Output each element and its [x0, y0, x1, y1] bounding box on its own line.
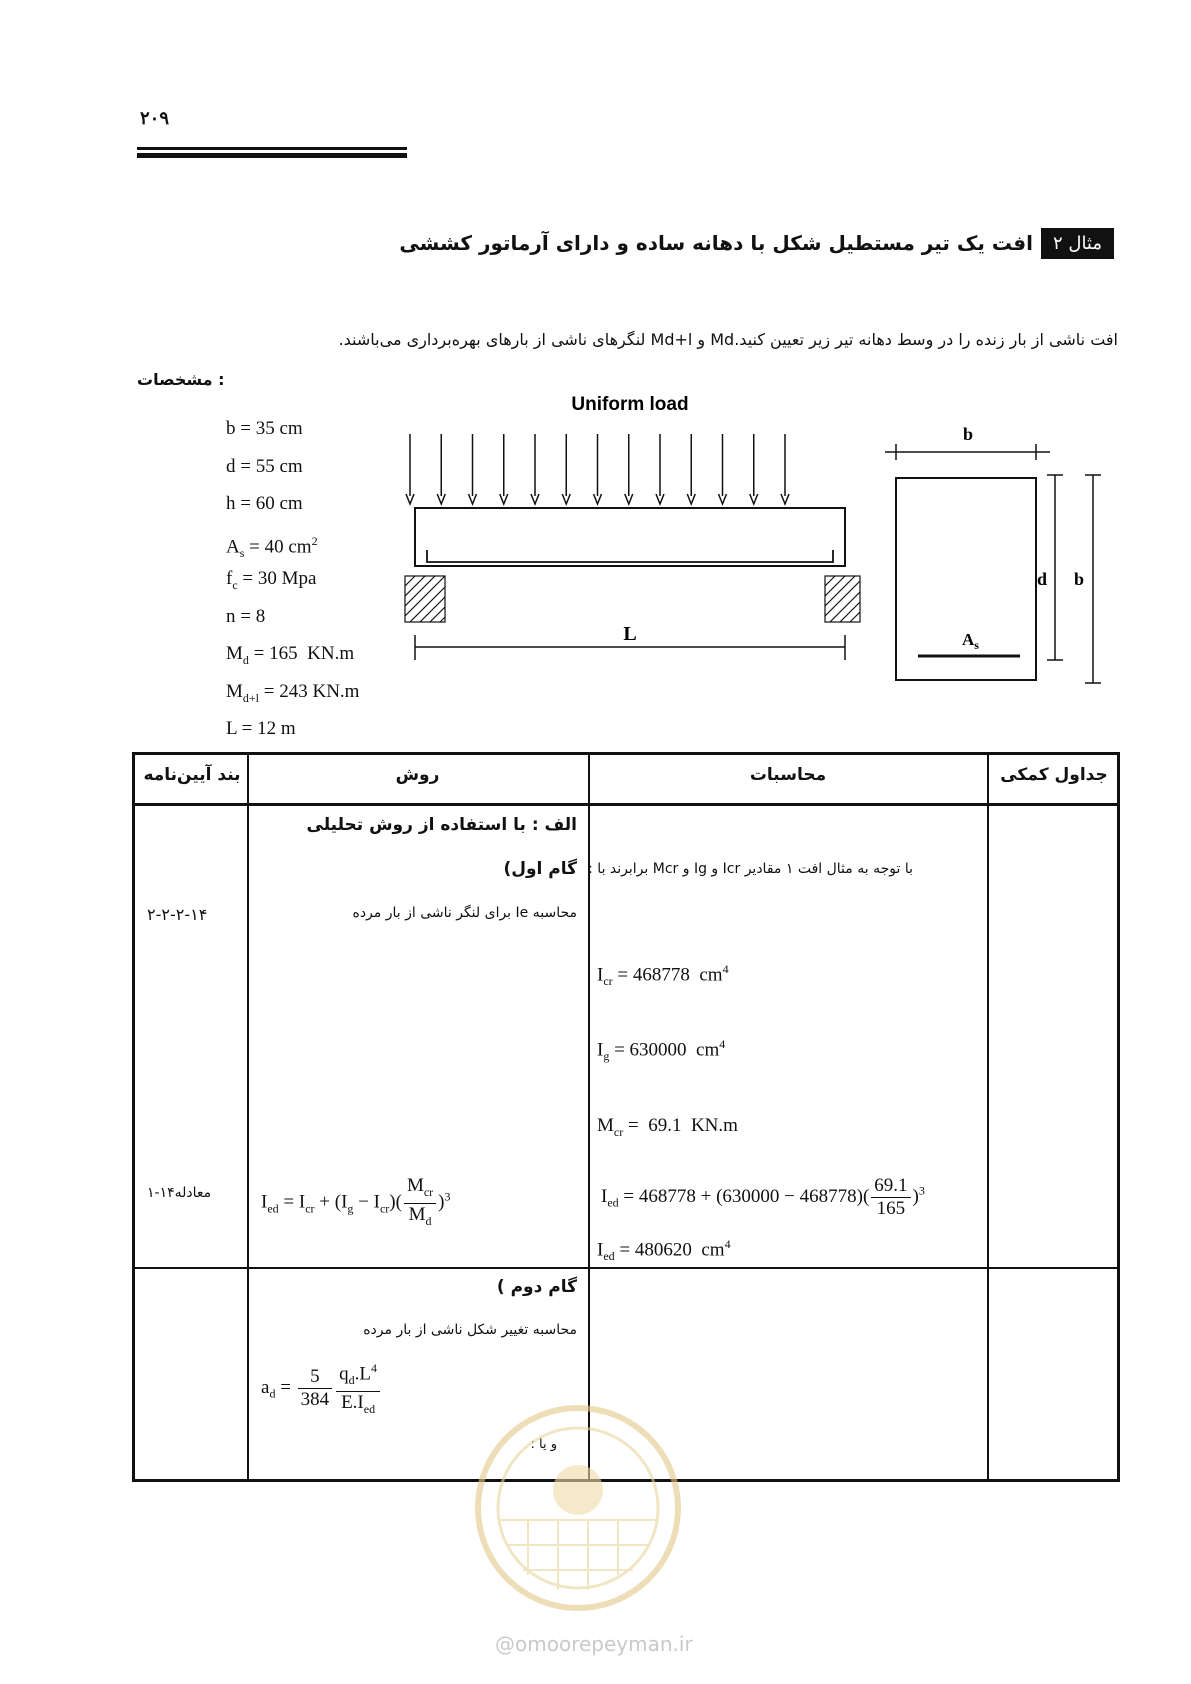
span-label: L: [623, 623, 637, 645]
section-width-label: b: [962, 424, 974, 444]
step1-desc: محاسبه Ie برای لنگر ناشی از بار مرده: [352, 905, 577, 921]
example-badge: مثال ۲: [1041, 228, 1114, 259]
table-row-divider: [135, 1267, 1117, 1269]
ig-value: $I_g = 630000$ $cm^4$: [597, 1037, 726, 1064]
section-height-label: b: [1073, 569, 1085, 589]
left-support: [405, 576, 445, 622]
step2-desc: محاسبه تغییر شکل ناشی از بار مرده: [363, 1322, 577, 1338]
steel-label: $A_s$: [962, 630, 979, 652]
example-title: [399, 225, 1114, 261]
beam-body: [415, 508, 845, 566]
beam-figure: [390, 390, 870, 670]
header-rule: [137, 153, 407, 158]
ied-calc: $I_{ed} = 468778 + (630000 - 468778)$( $\frac{69.1}{165}$ )$^3$: [601, 1175, 925, 1219]
spec-item: $f_c = 30$ Mpa: [226, 568, 317, 592]
col-divider: [987, 755, 989, 1479]
spec-item: n = 8: [226, 605, 266, 627]
specs-list: [226, 410, 359, 748]
header-calculations: محاسبات: [749, 765, 827, 785]
spec-item: $M_d = 165$ KN.m: [226, 643, 355, 667]
page-number: ۲۰۹: [140, 108, 170, 129]
spec-item: h = 60 cm: [226, 493, 303, 514]
watermark-seal: [468, 1400, 688, 1615]
spec-item: b = 35 cm: [226, 418, 303, 439]
example-heading: افت یک تیر مستطیل شکل با دهانه ساده و دارای آرماتور کششی: [399, 231, 1033, 255]
right-support: [825, 576, 860, 622]
calc-intro: با توجه به مثال افت ۱ مقادیر Icr و Ig و Mcr برابرند با :: [588, 861, 913, 877]
section-depth-label: d: [1036, 569, 1048, 589]
spec-item: d = 55 cm: [226, 455, 303, 477]
header-clause: بند آیین‌نامه: [143, 765, 241, 785]
col-divider: [247, 755, 249, 1479]
reinforcement-bar: [427, 550, 833, 562]
mcr-value: $M_{cr} = 69.1$ KN.m: [597, 1115, 738, 1139]
calculation-table: [132, 752, 1120, 1482]
method-title: الف : با استفاده از روش تحلیلی: [306, 815, 577, 835]
header-method: روش: [395, 765, 440, 785]
header-rule: [137, 147, 407, 150]
icr-value: $I_{cr} = 468778$ $cm^4$: [597, 962, 729, 989]
step2-label: گام دوم ): [496, 1277, 577, 1297]
clause-ref-1: ۲-۲-۲-۱۴: [147, 905, 208, 924]
spec-item: L = 12 m: [226, 718, 296, 739]
section-figure: [880, 420, 1125, 685]
beam-title: Uniform load: [571, 394, 689, 415]
ied-result: $I_{ed} = 480620$ $cm^4$: [597, 1237, 731, 1264]
clause-ref-2: معادله۱۴-۱: [147, 1185, 212, 1201]
spec-item: $A_s = 40$ $cm^2$: [226, 533, 318, 560]
table-header-divider: [135, 803, 1117, 806]
intro-text: افت ناشی از بار زنده را در وسط دهانه تیر زیر تعیین کنید.Md و Md+l لنگرهای ناشی از بارهای بهره‌برداری می‌باشند.: [338, 330, 1118, 349]
load-arrows: [406, 434, 789, 504]
header-aux-tables: جداول کمکی: [1000, 765, 1108, 785]
ied-formula: $I_{ed} = I_{cr} + (I_g - I_{cr})$( $\frac{M_{cr}}{M_d}$ )$^3$: [261, 1175, 451, 1228]
deflection-formula: $a_d$ = $\frac{5}{384}$ $\frac{q_d.L^4}{E.I_{ed}}$: [261, 1357, 382, 1420]
section-outline: [896, 478, 1036, 680]
watermark-url: @omoorepeyman.ir: [495, 1632, 693, 1656]
step1-label: گام اول): [503, 859, 577, 879]
or-text: و یا :: [530, 1437, 557, 1452]
specs-heading: : مشخصات: [137, 370, 225, 389]
spec-item: $M_{d+l} = 243$ KN.m: [226, 680, 360, 705]
